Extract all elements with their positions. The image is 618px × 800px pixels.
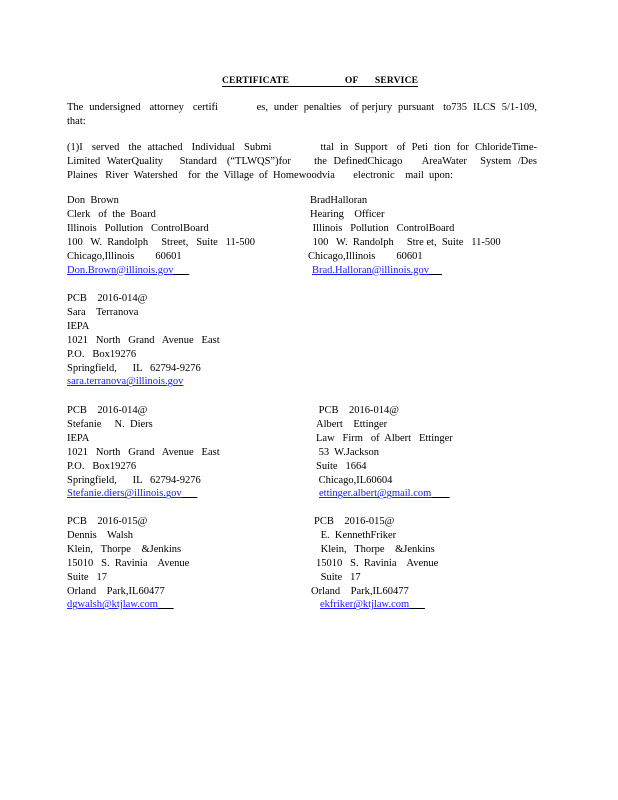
email-link[interactable]: ekfriker@ktjlaw.com	[320, 599, 410, 611]
recipient-name: Dennis Walsh	[67, 529, 134, 541]
recipient-name: E. KennethFriker	[318, 529, 397, 541]
service-paragraph: (1)I served the attached Individual Submi ttal in Support of Peti tion for ChlorideTime-Limited WaterQuality Standard (“TLWQS”)for the DefinedChicago AreaWater System /Des Plaines River Watershed for the Village of Homewoodvia electronic mail upon:	[67, 142, 540, 181]
recipient-line: 1021 North Grand Avenue East	[67, 446, 220, 458]
recipient-line: P.O. Box19276	[67, 348, 137, 360]
email-link[interactable]: ettinger.albert@gmail.com	[319, 488, 432, 500]
recipient-line: Law Firm of Albert Ettinger	[316, 432, 453, 444]
recipient-line: Orland Park,IL60477	[311, 585, 409, 597]
email-link[interactable]: Brad.Halloran@illinois.gov	[312, 264, 429, 276]
recipient-block-brad-halloran	[308, 194, 501, 277]
intro-paragraph: The undersigned attorney certifi es, under penalties of perjury pursuant to735 ILCS 5/1-109, that:	[67, 102, 540, 127]
recipient-line: 15010 S. Ravinia Avenue	[67, 557, 190, 569]
recipient-line: 100 W. Randolph Stre et, Suite 11-500	[310, 236, 501, 248]
recipient-block-kenneth-friker	[311, 515, 439, 612]
recipient-name: Sara Terranova	[67, 306, 139, 318]
recipient-line: Hearing Officer	[310, 208, 385, 220]
recipient-line: 1021 North Grand Avenue East	[67, 334, 220, 346]
recipient-line: Illinois Pollution ControlBoard	[310, 222, 455, 234]
email-link[interactable]: sara.terranova@illinois.gov	[67, 376, 184, 388]
recipient-line: PCB 2016-015@	[314, 516, 395, 527]
recipient-line: Klein, Thorpe &Jenkins	[318, 543, 435, 555]
email-link[interactable]: Stefanie.diers@illinois.gov	[67, 488, 182, 500]
recipient-line: Suite 17	[67, 571, 107, 583]
recipient-block-stefanie-diers	[67, 404, 220, 501]
recipient-line: 100 W. Randolph Street, Suite 11-500	[67, 236, 256, 248]
recipient-block-don-brown	[67, 194, 255, 277]
recipient-line: Orland Park,IL60477	[67, 585, 165, 597]
recipient-block-sara-terranova	[67, 292, 220, 389]
recipient-line: IEPA	[67, 320, 90, 332]
page-title: CERTIFICATE OF SERVICE	[222, 76, 419, 86]
recipient-line: 53 W.Jackson	[316, 446, 379, 458]
recipient-line: PCB 2016-014@	[316, 405, 399, 416]
recipient-line: Chicago,Illinois 60601	[308, 250, 423, 262]
recipient-line: Chicago,Illinois 60601	[67, 250, 182, 262]
recipient-name: Don Brown	[67, 195, 119, 206]
recipient-line: IEPA	[67, 432, 90, 444]
recipient-line: Klein, Thorpe &Jenkins	[67, 543, 182, 555]
email-link[interactable]: Don.Brown@illinois.gov	[67, 264, 174, 276]
recipient-line: Suite 17	[318, 571, 361, 583]
recipient-line: 15010 S. Ravinia Avenue	[316, 557, 439, 569]
recipient-block-dennis-walsh	[67, 515, 189, 612]
recipient-line: Springfield, IL 62794-9276	[67, 362, 201, 374]
email-link[interactable]: dgwalsh@ktjlaw.com	[67, 599, 158, 611]
recipient-line: PCB 2016-014@	[67, 405, 148, 416]
recipient-line: PCB 2016-015@	[67, 516, 148, 527]
recipient-line: Clerk of the Board	[67, 208, 156, 220]
recipient-line: Illinois Pollution ControlBoard	[67, 222, 209, 234]
recipient-line: Springfield, IL 62794-9276	[67, 474, 201, 486]
recipient-line: Suite 1664	[316, 460, 367, 472]
recipient-name: Albert Ettinger	[316, 418, 388, 430]
recipient-block-albert-ettinger	[316, 404, 453, 501]
recipient-line: PCB 2016-014@	[67, 293, 148, 304]
recipient-name: BradHalloran	[310, 195, 368, 206]
recipient-line: P.O. Box19276	[67, 460, 137, 472]
recipient-name: Stefanie N. Diers	[67, 418, 153, 430]
recipient-line: Chicago,IL60604	[316, 474, 393, 486]
